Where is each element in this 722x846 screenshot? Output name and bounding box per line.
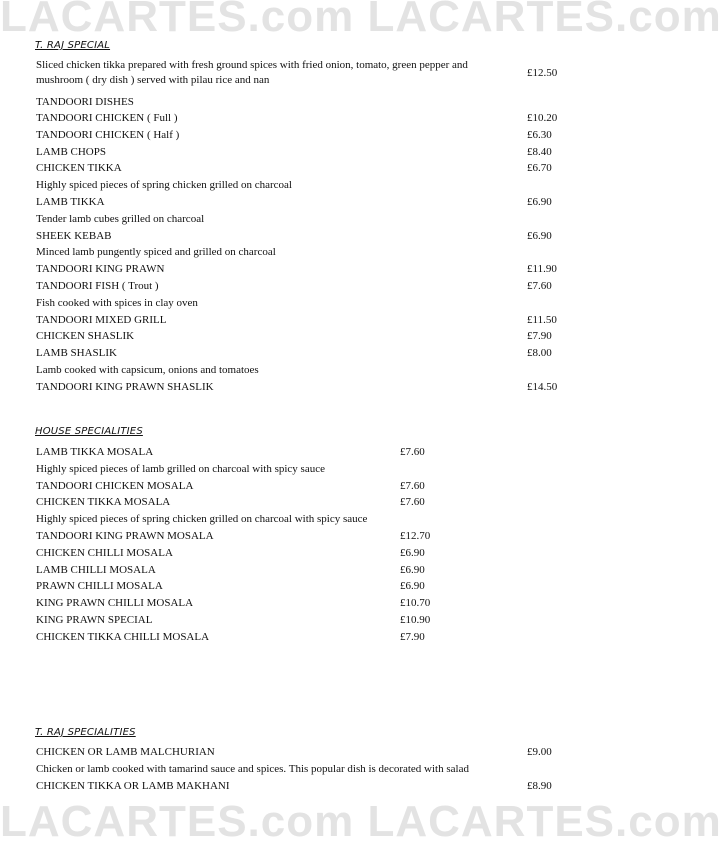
menu-item-price: £11.90 xyxy=(527,263,557,276)
menu-item-price: £10.70 xyxy=(400,597,431,610)
menu-item-price: £7.90 xyxy=(527,330,552,343)
menu-item-name: LAMB TIKKA MOSALA xyxy=(36,446,154,458)
menu-item-description: Tender lamb cubes grilled on charcoal xyxy=(36,212,205,225)
menu-item-description: Highly spiced pieces of lamb grilled on charcoal with spicy sauce xyxy=(36,462,325,475)
traj-special-price: £12.50 xyxy=(527,67,558,79)
menu-item-price: £9.00 xyxy=(527,746,552,758)
menu-item-name: TANDOORI FISH ( Trout ) xyxy=(36,280,159,292)
watermark-top: LACARTES.com LACARTES.com xyxy=(0,0,722,41)
menu-item-price: £10.20 xyxy=(527,112,558,124)
menu-item-name: KING PRAWN SPECIAL xyxy=(36,614,153,626)
menu-item-name: CHICKEN TIKKA OR LAMB MAKHANI xyxy=(36,779,230,792)
menu-item-price: £8.90 xyxy=(527,779,552,792)
menu-item-price: £6.30 xyxy=(527,128,552,141)
menu-item-price: £7.60 xyxy=(400,479,425,492)
section-heading-tandoori: TANDOORI DISHES xyxy=(36,96,134,108)
menu-item-name: LAMB SHASLIK xyxy=(36,347,117,360)
menu-item-name: TANDOORI KING PRAWN xyxy=(36,263,165,276)
menu-item-price: £8.00 xyxy=(527,347,552,360)
menu-item-name: TANDOORI CHICKEN MOSALA xyxy=(36,479,194,492)
menu-item-price: £7.60 xyxy=(527,280,552,292)
menu-item-price: £7.90 xyxy=(400,630,425,643)
traj-special-description: Sliced chicken tikka prepared with fresh ground spices with fried onion, tomato, green pepper and mushroom ( dry dish ) served with pilau rice and nan xyxy=(36,59,468,86)
menu-item-price: £6.70 xyxy=(527,162,552,175)
menu-item-price: £11.50 xyxy=(527,313,557,326)
menu-item-price: £6.90 xyxy=(527,196,552,208)
menu-item-name: CHICKEN OR LAMB MALCHURIAN xyxy=(36,746,215,758)
menu-item-price: £6.90 xyxy=(400,563,425,576)
watermark-bottom: LACARTES.com LACARTES.com xyxy=(0,797,722,846)
menu-item-name: CHICKEN TIKKA CHILLI MOSALA xyxy=(36,630,210,643)
menu-item-description: Highly spiced pieces of spring chicken grilled on charcoal xyxy=(36,179,292,192)
menu-item-price: £8.40 xyxy=(527,145,552,158)
menu-item-name: CHICKEN CHILLI MOSALA xyxy=(36,546,173,559)
menu-item-name: CHICKEN TIKKA xyxy=(36,162,122,175)
menu-item-price: £7.60 xyxy=(400,496,425,509)
menu-item-name: LAMB TIKKA xyxy=(36,196,105,208)
menu-item-description: Fish cooked with spices in clay oven xyxy=(36,296,198,309)
menu-item-name: TANDOORI KING PRAWN SHASLIK xyxy=(36,380,214,393)
menu-item-name: CHICKEN SHASLIK xyxy=(36,330,135,343)
menu-item-price: £14.50 xyxy=(527,380,558,393)
section-heading-traj-specialities: T. RAJ SPECIALITIES xyxy=(35,727,136,738)
menu-item-name: KING PRAWN CHILLI MOSALA xyxy=(36,597,194,610)
menu-item-name: SHEEK KEBAB xyxy=(36,229,112,242)
menu-item-name: TANDOORI MIXED GRILL xyxy=(36,313,167,326)
menu-item-price: £6.90 xyxy=(400,546,425,559)
menu-item-name: PRAWN CHILLI MOSALA xyxy=(36,580,163,593)
menu-item-name: LAMB CHOPS xyxy=(36,145,106,158)
menu-item-name: TANDOORI CHICKEN ( Full ) xyxy=(36,112,178,124)
menu-item-name: TANDOORI KING PRAWN MOSALA xyxy=(36,530,214,542)
menu-item-description: Lamb cooked with capsicum, onions and tomatoes xyxy=(36,364,259,376)
menu-item-price: £6.90 xyxy=(527,229,552,242)
menu-item-price: £6.90 xyxy=(400,580,425,593)
section-heading-house-specialities: HOUSE SPECIALITIES xyxy=(35,426,143,437)
menu-item-description: Chicken or lamb cooked with tamarind sauce and spices. This popular dish is decorated with salad xyxy=(36,762,469,775)
menu-item-name: CHICKEN TIKKA MOSALA xyxy=(36,496,171,509)
section-heading-traj-special: T. RAJ SPECIAL xyxy=(35,40,111,51)
menu-item-price: £10.90 xyxy=(400,614,431,626)
menu-item-price: £7.60 xyxy=(400,446,425,458)
menu-item-name: TANDOORI CHICKEN ( Half ) xyxy=(36,128,180,141)
menu-item-description: Highly spiced pieces of spring chicken grilled on charcoal with spicy sauce xyxy=(36,513,368,526)
menu-item-price: £12.70 xyxy=(400,530,431,542)
menu-item-description: Minced lamb pungently spiced and grilled on charcoal xyxy=(36,246,276,259)
menu-item-name: LAMB CHILLI MOSALA xyxy=(36,563,156,576)
